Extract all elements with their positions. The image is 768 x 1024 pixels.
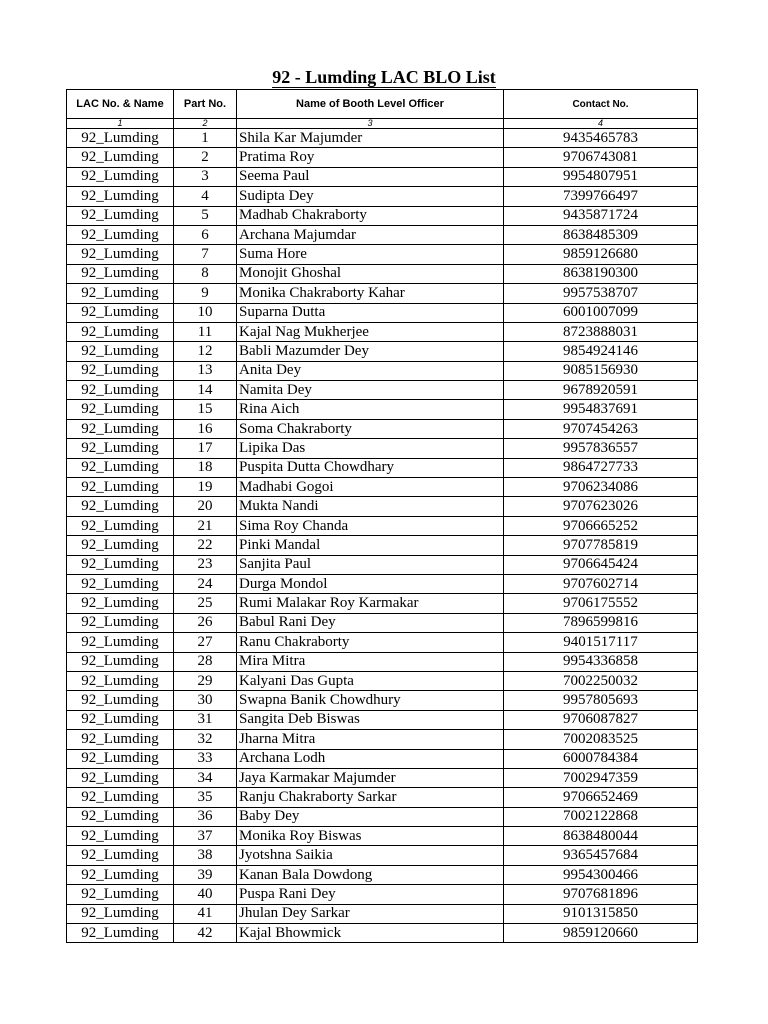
lac-cell: 92_Lumding — [67, 730, 174, 749]
contact-cell: 9706743081 — [504, 148, 698, 167]
lac-cell: 92_Lumding — [67, 322, 174, 341]
header-name: Name of Booth Level Officer — [237, 90, 504, 119]
table-row — [67, 671, 698, 690]
name-cell: Sanjita Paul — [237, 555, 504, 574]
name-cell: Swapna Banik Chowdhury — [237, 691, 504, 710]
contact-cell: 9706645424 — [504, 555, 698, 574]
table-row — [67, 225, 698, 244]
lac-cell: 92_Lumding — [67, 303, 174, 322]
part-cell: 25 — [174, 594, 237, 613]
table-row — [67, 827, 698, 846]
lac-cell: 92_Lumding — [67, 807, 174, 826]
lac-cell: 92_Lumding — [67, 710, 174, 729]
contact-cell: 9864727733 — [504, 458, 698, 477]
contact-cell: 9954300466 — [504, 865, 698, 884]
contact-cell: 6001007099 — [504, 303, 698, 322]
name-cell: Mira Mitra — [237, 652, 504, 671]
part-cell: 29 — [174, 671, 237, 690]
name-cell: Sangita Deb Biswas — [237, 710, 504, 729]
table-row — [67, 206, 698, 225]
column-number-2: 2 — [174, 119, 237, 129]
contact-cell: 9706652469 — [504, 788, 698, 807]
name-cell: Kajal Bhowmick — [237, 924, 504, 943]
name-cell: Rumi Malakar Roy Karmakar — [237, 594, 504, 613]
part-cell: 21 — [174, 516, 237, 535]
contact-cell: 7399766497 — [504, 187, 698, 206]
contact-cell: 8638485309 — [504, 225, 698, 244]
lac-cell: 92_Lumding — [67, 419, 174, 438]
contact-cell: 9707454263 — [504, 419, 698, 438]
table-row — [67, 187, 698, 206]
part-cell: 20 — [174, 497, 237, 516]
lac-cell: 92_Lumding — [67, 633, 174, 652]
name-cell: Monika Roy Biswas — [237, 827, 504, 846]
name-cell: Sima Roy Chanda — [237, 516, 504, 535]
lac-cell: 92_Lumding — [67, 284, 174, 303]
name-cell: Durga Mondol — [237, 574, 504, 593]
contact-cell: 9706234086 — [504, 478, 698, 497]
contact-cell: 9678920591 — [504, 381, 698, 400]
part-cell: 28 — [174, 652, 237, 671]
name-cell: Monika Chakraborty Kahar — [237, 284, 504, 303]
lac-cell: 92_Lumding — [67, 129, 174, 148]
contact-cell: 9435465783 — [504, 129, 698, 148]
table-row — [67, 652, 698, 671]
lac-cell: 92_Lumding — [67, 749, 174, 768]
table-row — [67, 264, 698, 283]
table-row — [67, 904, 698, 923]
name-cell: Archana Lodh — [237, 749, 504, 768]
name-cell: Archana Majumdar — [237, 225, 504, 244]
name-cell: Kanan Bala Dowdong — [237, 865, 504, 884]
lac-cell: 92_Lumding — [67, 788, 174, 807]
part-cell: 32 — [174, 730, 237, 749]
table-row — [67, 129, 698, 148]
contact-cell: 9707681896 — [504, 885, 698, 904]
name-cell: Anita Dey — [237, 361, 504, 380]
lac-cell: 92_Lumding — [67, 827, 174, 846]
lac-cell: 92_Lumding — [67, 245, 174, 264]
part-cell: 15 — [174, 400, 237, 419]
part-cell: 42 — [174, 924, 237, 943]
name-cell: Babli Mazumder Dey — [237, 342, 504, 361]
part-cell: 23 — [174, 555, 237, 574]
contact-cell: 7896599816 — [504, 613, 698, 632]
lac-cell: 92_Lumding — [67, 594, 174, 613]
table-row — [67, 361, 698, 380]
name-cell: Madhabi Gogoi — [237, 478, 504, 497]
part-cell: 12 — [174, 342, 237, 361]
table-row — [67, 419, 698, 438]
lac-cell: 92_Lumding — [67, 555, 174, 574]
contact-cell: 9954336858 — [504, 652, 698, 671]
table-row — [67, 148, 698, 167]
lac-cell: 92_Lumding — [67, 206, 174, 225]
part-cell: 3 — [174, 167, 237, 186]
part-cell: 2 — [174, 148, 237, 167]
lac-cell: 92_Lumding — [67, 342, 174, 361]
part-cell: 6 — [174, 225, 237, 244]
contact-cell: 9435871724 — [504, 206, 698, 225]
table-row — [67, 536, 698, 555]
lac-cell: 92_Lumding — [67, 904, 174, 923]
lac-cell: 92_Lumding — [67, 574, 174, 593]
header-row — [67, 90, 698, 119]
contact-cell: 9707785819 — [504, 536, 698, 555]
table-row — [67, 516, 698, 535]
contact-cell: 9707623026 — [504, 497, 698, 516]
name-cell: Kalyani Das Gupta — [237, 671, 504, 690]
name-cell: Monojit Ghoshal — [237, 264, 504, 283]
lac-cell: 92_Lumding — [67, 400, 174, 419]
lac-cell: 92_Lumding — [67, 924, 174, 943]
name-cell: Jharna Mitra — [237, 730, 504, 749]
part-cell: 31 — [174, 710, 237, 729]
part-cell: 33 — [174, 749, 237, 768]
lac-cell: 92_Lumding — [67, 167, 174, 186]
column-number-row — [67, 119, 698, 129]
table-row — [67, 730, 698, 749]
column-number-1: 1 — [67, 119, 174, 129]
name-cell: Rina Aich — [237, 400, 504, 419]
document-title-text: 92 - Lumding LAC BLO List — [272, 67, 496, 87]
name-cell: Pinki Mandal — [237, 536, 504, 555]
lac-cell: 92_Lumding — [67, 361, 174, 380]
name-cell: Seema Paul — [237, 167, 504, 186]
part-cell: 41 — [174, 904, 237, 923]
name-cell: Jhulan Dey Sarkar — [237, 904, 504, 923]
document-title — [0, 66, 768, 88]
name-cell: Baby Dey — [237, 807, 504, 826]
part-cell: 5 — [174, 206, 237, 225]
part-cell: 9 — [174, 284, 237, 303]
table-row — [67, 400, 698, 419]
lac-cell: 92_Lumding — [67, 768, 174, 787]
table-row — [67, 574, 698, 593]
name-cell: Ranju Chakraborty Sarkar — [237, 788, 504, 807]
blo-table — [66, 89, 698, 943]
name-cell: Pratima Roy — [237, 148, 504, 167]
table-row — [67, 303, 698, 322]
name-cell: Suma Hore — [237, 245, 504, 264]
contact-cell: 9957538707 — [504, 284, 698, 303]
contact-cell: 9085156930 — [504, 361, 698, 380]
lac-cell: 92_Lumding — [67, 691, 174, 710]
contact-cell: 9854924146 — [504, 342, 698, 361]
part-cell: 16 — [174, 419, 237, 438]
contact-cell: 7002122868 — [504, 807, 698, 826]
part-cell: 22 — [174, 536, 237, 555]
part-cell: 37 — [174, 827, 237, 846]
part-cell: 39 — [174, 865, 237, 884]
table-row — [67, 342, 698, 361]
contact-cell: 7002947359 — [504, 768, 698, 787]
name-cell: Suparna Dutta — [237, 303, 504, 322]
contact-cell: 9401517117 — [504, 633, 698, 652]
header-lac: LAC No. & Name — [67, 90, 174, 119]
column-number-4: 4 — [504, 119, 698, 129]
contact-cell: 8638480044 — [504, 827, 698, 846]
table-row — [67, 381, 698, 400]
table-row — [67, 439, 698, 458]
table-row — [67, 322, 698, 341]
name-cell: Lipika Das — [237, 439, 504, 458]
contact-cell: 9859120660 — [504, 924, 698, 943]
lac-cell: 92_Lumding — [67, 516, 174, 535]
table-row — [67, 885, 698, 904]
part-cell: 26 — [174, 613, 237, 632]
contact-cell: 9707602714 — [504, 574, 698, 593]
table-row — [67, 768, 698, 787]
part-cell: 11 — [174, 322, 237, 341]
table-row — [67, 594, 698, 613]
lac-cell: 92_Lumding — [67, 885, 174, 904]
lac-cell: 92_Lumding — [67, 264, 174, 283]
table-row — [67, 458, 698, 477]
contact-cell: 8723888031 — [504, 322, 698, 341]
part-cell: 18 — [174, 458, 237, 477]
contact-cell: 9954837691 — [504, 400, 698, 419]
contact-cell: 9706665252 — [504, 516, 698, 535]
column-number-3: 3 — [237, 119, 504, 129]
table-row — [67, 478, 698, 497]
table-row — [67, 167, 698, 186]
lac-cell: 92_Lumding — [67, 536, 174, 555]
contact-cell: 6000784384 — [504, 749, 698, 768]
lac-cell: 92_Lumding — [67, 497, 174, 516]
contact-cell: 9706087827 — [504, 710, 698, 729]
part-cell: 24 — [174, 574, 237, 593]
table-row — [67, 555, 698, 574]
part-cell: 7 — [174, 245, 237, 264]
contact-cell: 9954807951 — [504, 167, 698, 186]
table-row — [67, 788, 698, 807]
lac-cell: 92_Lumding — [67, 187, 174, 206]
lac-cell: 92_Lumding — [67, 671, 174, 690]
part-cell: 30 — [174, 691, 237, 710]
contact-cell: 9957805693 — [504, 691, 698, 710]
name-cell: Babul Rani Dey — [237, 613, 504, 632]
lac-cell: 92_Lumding — [67, 439, 174, 458]
name-cell: Soma Chakraborty — [237, 419, 504, 438]
part-cell: 40 — [174, 885, 237, 904]
name-cell: Mukta Nandi — [237, 497, 504, 516]
part-cell: 35 — [174, 788, 237, 807]
part-cell: 36 — [174, 807, 237, 826]
contact-cell: 9101315850 — [504, 904, 698, 923]
lac-cell: 92_Lumding — [67, 652, 174, 671]
lac-cell: 92_Lumding — [67, 613, 174, 632]
name-cell: Puspa Rani Dey — [237, 885, 504, 904]
table-row — [67, 633, 698, 652]
name-cell: Ranu Chakraborty — [237, 633, 504, 652]
table-row — [67, 245, 698, 264]
table-row — [67, 807, 698, 826]
table-body — [67, 129, 698, 943]
lac-cell: 92_Lumding — [67, 458, 174, 477]
part-cell: 1 — [174, 129, 237, 148]
table-row — [67, 284, 698, 303]
part-cell: 10 — [174, 303, 237, 322]
name-cell: Jyotshna Saikia — [237, 846, 504, 865]
table-row — [67, 710, 698, 729]
header-contact: Contact No. — [504, 90, 698, 119]
part-cell: 38 — [174, 846, 237, 865]
part-cell: 8 — [174, 264, 237, 283]
contact-cell: 7002083525 — [504, 730, 698, 749]
header-part: Part No. — [174, 90, 237, 119]
contact-cell: 9706175552 — [504, 594, 698, 613]
name-cell: Puspita Dutta Chowdhary — [237, 458, 504, 477]
lac-cell: 92_Lumding — [67, 148, 174, 167]
part-cell: 17 — [174, 439, 237, 458]
contact-cell: 9957836557 — [504, 439, 698, 458]
lac-cell: 92_Lumding — [67, 478, 174, 497]
table-row — [67, 846, 698, 865]
contact-cell: 7002250032 — [504, 671, 698, 690]
part-cell: 34 — [174, 768, 237, 787]
table-row — [67, 691, 698, 710]
name-cell: Shila Kar Majumder — [237, 129, 504, 148]
contact-cell: 9365457684 — [504, 846, 698, 865]
lac-cell: 92_Lumding — [67, 865, 174, 884]
contact-cell: 9859126680 — [504, 245, 698, 264]
name-cell: Madhab Chakraborty — [237, 206, 504, 225]
table-row — [67, 865, 698, 884]
name-cell: Kajal Nag Mukherjee — [237, 322, 504, 341]
part-cell: 27 — [174, 633, 237, 652]
lac-cell: 92_Lumding — [67, 381, 174, 400]
lac-cell: 92_Lumding — [67, 225, 174, 244]
name-cell: Jaya Karmakar Majumder — [237, 768, 504, 787]
table-row — [67, 613, 698, 632]
part-cell: 19 — [174, 478, 237, 497]
table-row — [67, 497, 698, 516]
contact-cell: 8638190300 — [504, 264, 698, 283]
part-cell: 13 — [174, 361, 237, 380]
part-cell: 4 — [174, 187, 237, 206]
table-row — [67, 749, 698, 768]
table-row — [67, 924, 698, 943]
part-cell: 14 — [174, 381, 237, 400]
name-cell: Sudipta Dey — [237, 187, 504, 206]
lac-cell: 92_Lumding — [67, 846, 174, 865]
name-cell: Namita Dey — [237, 381, 504, 400]
